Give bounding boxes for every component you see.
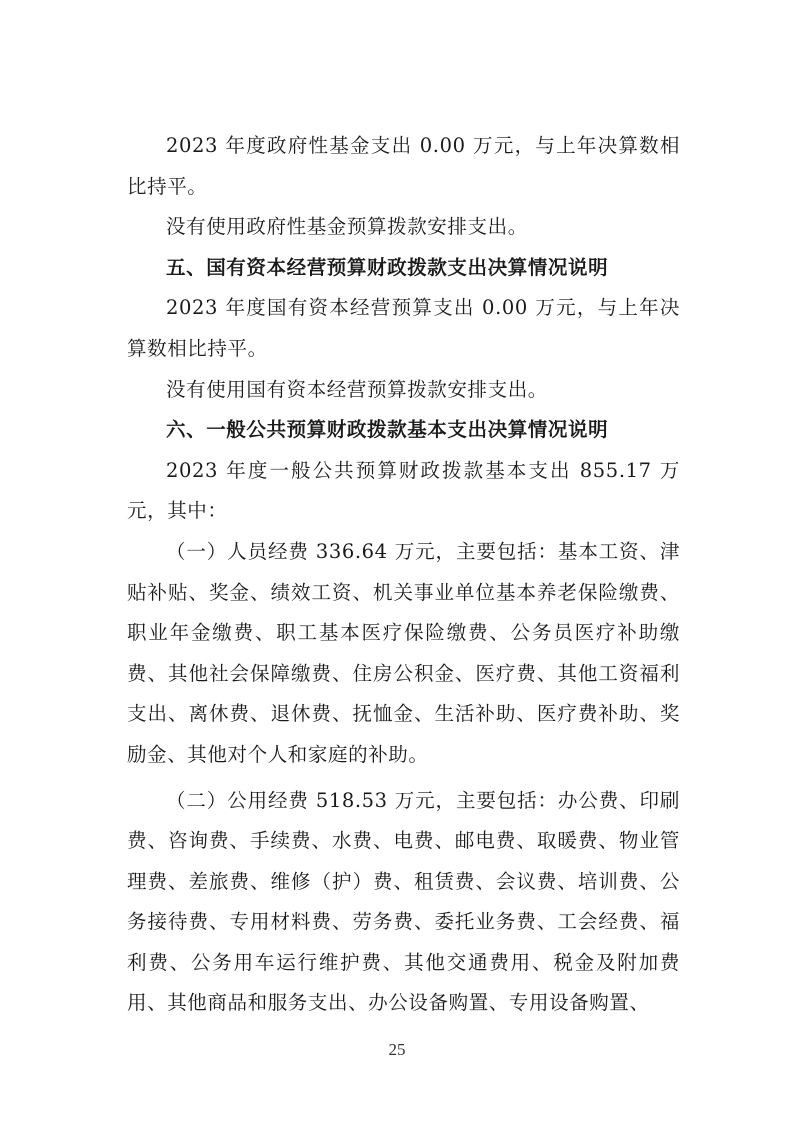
state-capital-heading: 五、国有资本经营预算财政拨款支出决算情况说明 xyxy=(166,255,609,279)
document-body xyxy=(127,126,680,1024)
gov-fund-expenditure-paragraph: 2023 年度政府性基金支出 0.00 万元，与上年决算数相比持平。 xyxy=(127,134,680,198)
state-capital-expenditure-paragraph: 2023 年度国有资本经营预算支出 0.00 万元，与上年决算数相比持平。 xyxy=(127,296,680,360)
basic-expenditure-heading: 六、一般公共预算财政拨款基本支出决算情况说明 xyxy=(166,418,609,442)
gov-fund-no-use-paragraph: 没有使用政府性基金预算拨款安排支出。 xyxy=(166,215,528,239)
public-expense-paragraph: （二）公用经费 518.53 万元，主要包括：办公费、印刷费、咨询费、手续费、水费、电费、邮电费、取暖费、物业管理费、差旅费、维修（护）费、租赁费、会议费、培训费、公务接待费、专用材料费、劳务费、委托业务费、工会经费、福利费、公务用车运行维护费、其他交通费用、税金及附加费用、其他商品和服务支出、办公设备购置、专用设备购置、 xyxy=(127,788,680,1015)
page-number: 25 xyxy=(388,1040,406,1059)
state-capital-no-use-paragraph: 没有使用国有资本经营预算拨款安排支出。 xyxy=(166,377,548,401)
basic-expenditure-paragraph: 2023 年度一般公共预算财政拨款基本支出 855.17 万元，其中： xyxy=(127,458,680,523)
personnel-expense-paragraph: （一）人员经费 336.64 万元，主要包括：基本工资、津贴补贴、奖金、绩效工资、机关事业单位基本养老保险缴费、职业年金缴费、职工基本医疗保险缴费、公务员医疗补助缴费、其他社会保障缴费、住房公积金、医疗费、其他工资福利支出、离休费、退休费、抚恤金、生活补助、医疗费补助、奖励金、其他对个人和家庭的补助。 xyxy=(127,539,680,766)
